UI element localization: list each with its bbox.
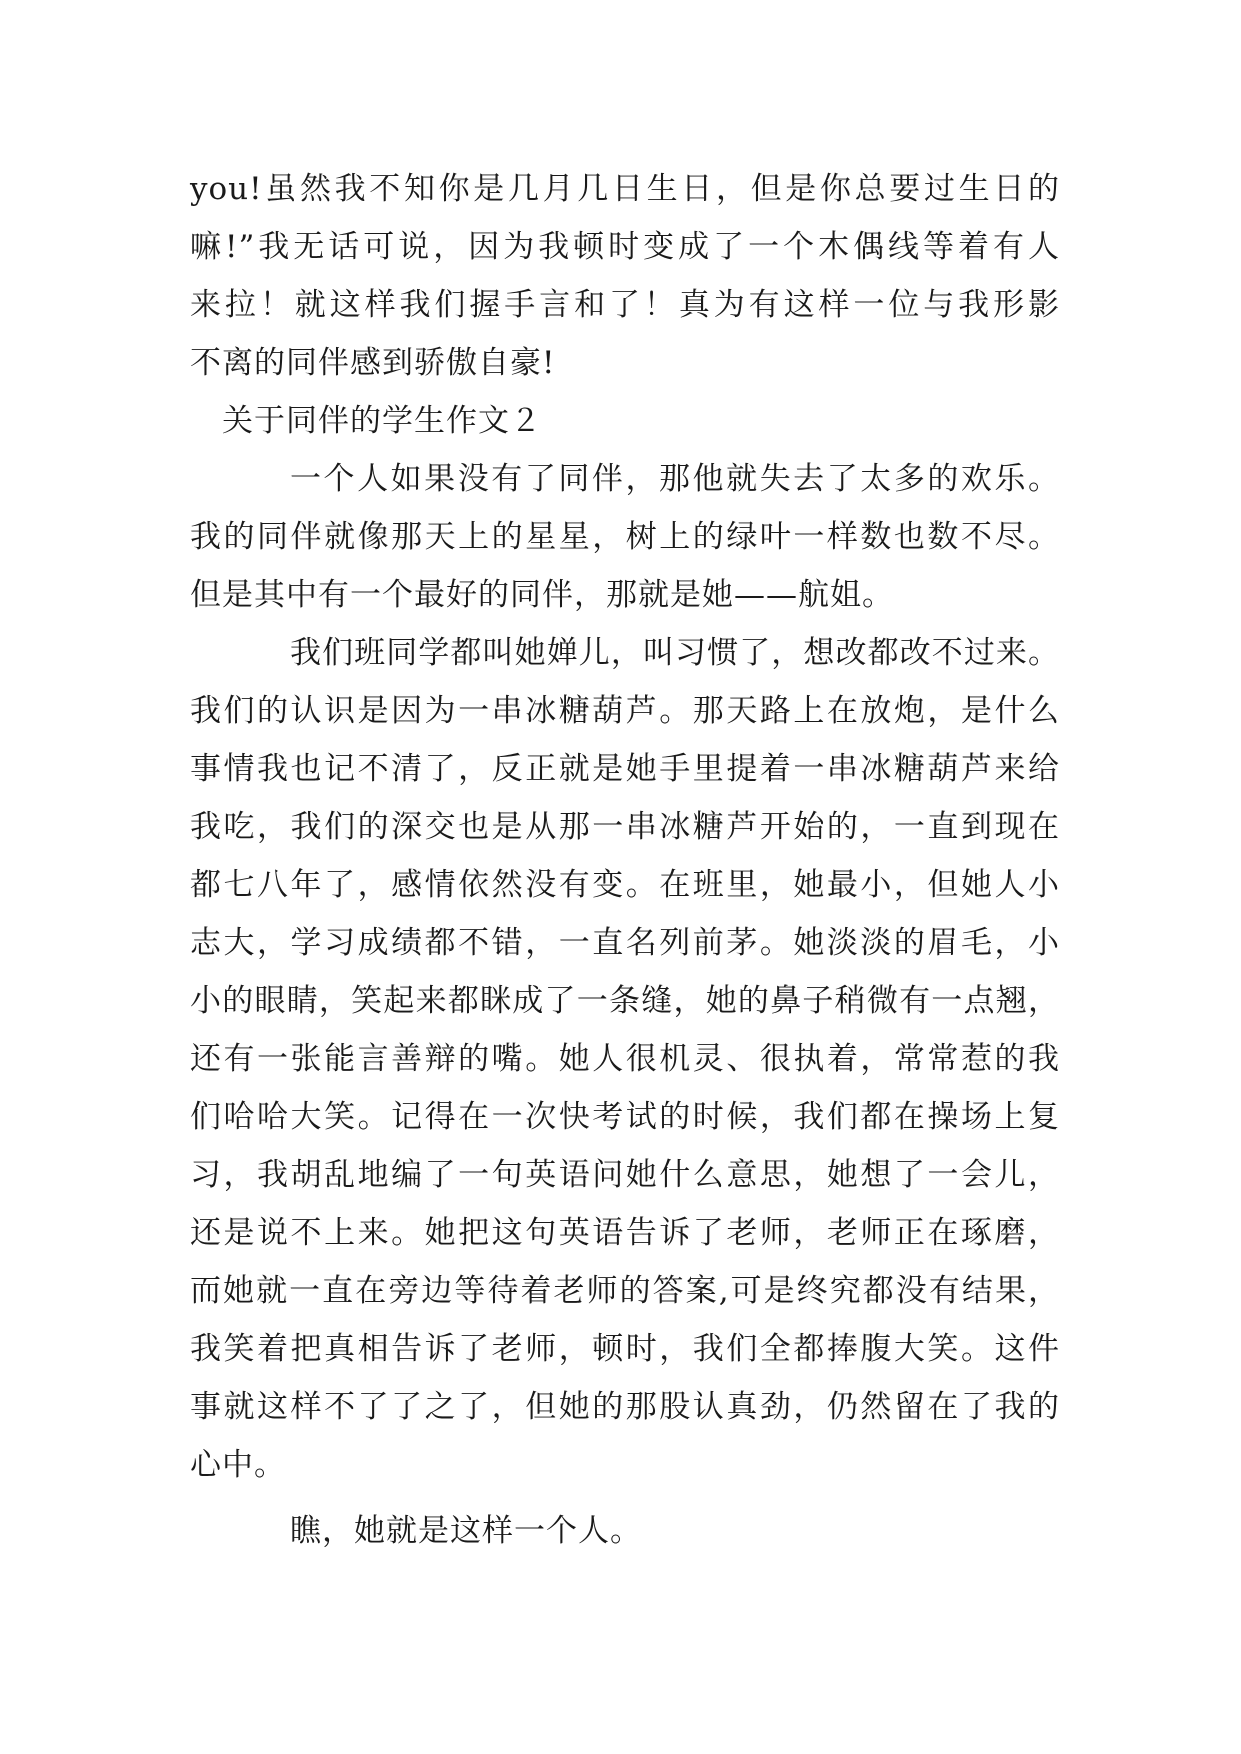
text-line: 志大，学习成绩都不错，一直名列前茅。她淡淡的眉毛，小: [190, 925, 1060, 961]
text-line: 不离的同伴感到骄傲自豪!: [190, 345, 556, 381]
text-line: 还有一张能言善辩的嘴。她人很机灵、很执着，常常惹的我: [190, 1041, 1060, 1077]
text-line: 但是其中有一个最好的同伴，那就是她——航姐。: [190, 577, 894, 613]
heading-text: 关于同伴的学生作文２: [222, 403, 542, 439]
text-line: 嘛!”我无话可说，因为我顿时变成了一个木偶线等着有人: [190, 229, 1060, 265]
text-line: 习，我胡乱地编了一句英语问她什么意思，她想了一会儿，: [190, 1157, 1060, 1193]
text-line: 们哈哈大笑。记得在一次快考试的时候，我们都在操场上复: [190, 1099, 1060, 1135]
text-line: 来拉！就这样我们握手言和了！真为有这样一位与我形影: [190, 287, 1060, 323]
text-line: 瞧，她就是这样一个人。: [290, 1513, 642, 1549]
text-line: 我笑着把真相告诉了老师，顿时，我们全都捧腹大笑。这件: [190, 1331, 1060, 1367]
text-line: 都七八年了，感情依然没有变。在班里，她最小，但她人小: [190, 867, 1060, 903]
text-line: 一个人如果没有了同伴，那他就失去了太多的欢乐。: [290, 461, 1060, 497]
section-heading: [190, 392, 1060, 450]
text-line: 我们的认识是因为一串冰糖葫芦。那天路上在放炮，是什么: [190, 693, 1060, 729]
text-line: 而她就一直在旁边等待着老师的答案,可是终究都没有结果，: [190, 1273, 1060, 1309]
text-line: 事情我也记不清了，反正就是她手里提着一串冰糖葫芦来给: [190, 751, 1060, 787]
text-line: 心中。: [190, 1447, 286, 1483]
paragraph: [190, 624, 1060, 1494]
paragraph-continued: [190, 160, 1060, 392]
paragraph: [190, 450, 1060, 624]
text-line: 我的同伴就像那天上的星星，树上的绿叶一样数也数不尽。: [190, 519, 1060, 555]
document-page: [190, 160, 1060, 1560]
text-line: 我们班同学都叫她婵儿，叫习惯了，想改都改不过来。: [290, 635, 1060, 671]
paragraph: [190, 1502, 1060, 1560]
text-line: 我吃，我们的深交也是从那一串冰糖芦开始的，一直到现在: [190, 809, 1060, 845]
text-line: 还是说不上来。她把这句英语告诉了老师，老师正在琢磨，: [190, 1215, 1060, 1251]
text-line: you!虽然我不知你是几月几日生日，但是你总要过生日的: [190, 171, 1060, 207]
text-line: 小的眼睛，笑起来都眯成了一条缝，她的鼻子稍微有一点翘，: [190, 983, 1060, 1019]
text-line: 事就这样不了了之了，但她的那股认真劲，仍然留在了我的: [190, 1389, 1060, 1425]
